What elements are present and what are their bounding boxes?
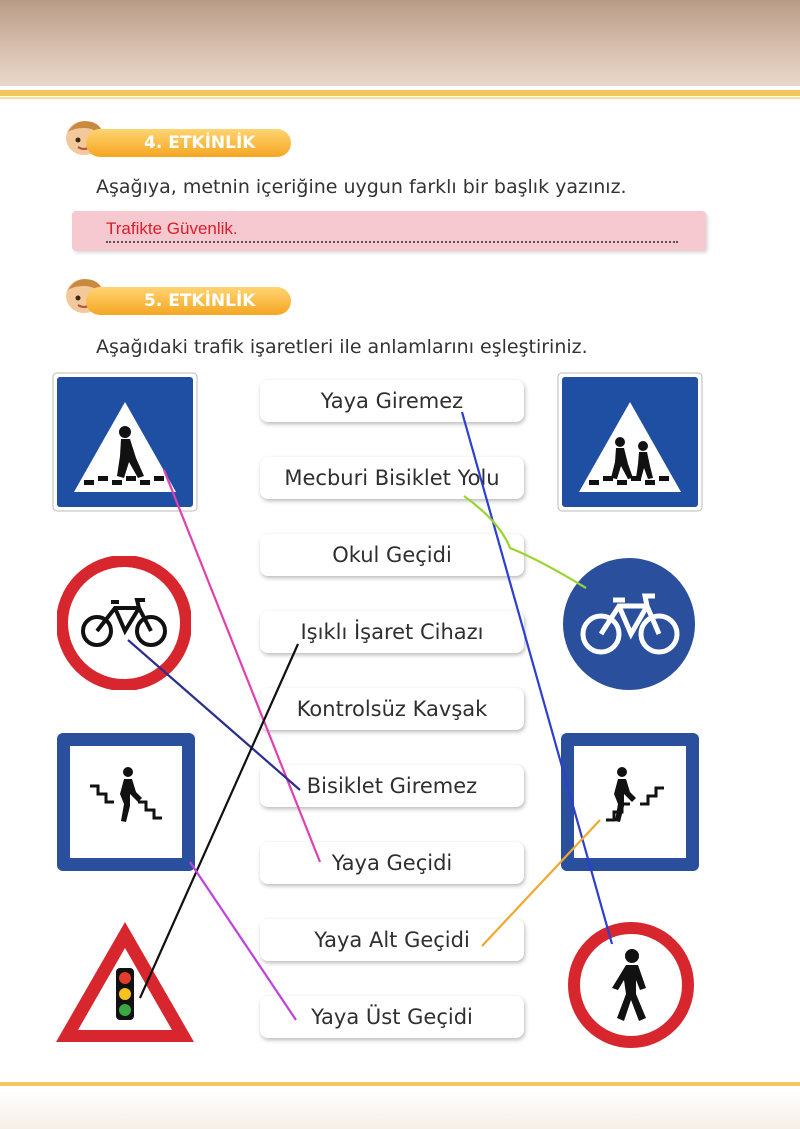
meaning-yaya-gecidi[interactable]: Yaya Geçidi	[260, 842, 524, 884]
activity-5-badge: 5. ETKİNLİK	[86, 287, 291, 315]
meaning-mecburi-bisiklet-yolu[interactable]: Mecburi Bisiklet Yolu	[260, 457, 524, 499]
activity-4-badge: 4. ETKİNLİK	[86, 129, 291, 157]
match-line-pedestrian-crossing	[164, 470, 320, 862]
match-line-no-bicycles	[128, 640, 300, 790]
page-footer-band	[0, 1088, 800, 1129]
match-line-bicycle-path	[464, 496, 586, 588]
meaning-kontrolsuz-kavsak[interactable]: Kontrolsüz Kavşak	[260, 688, 524, 730]
meaning-yaya-giremez[interactable]: Yaya Giremez	[260, 380, 524, 422]
match-line-traffic-light	[140, 644, 298, 998]
meaning-okul-gecidi[interactable]: Okul Geçidi	[260, 534, 524, 576]
meaning-isikli-isaret-cihazi[interactable]: Işıklı İşaret Cihazı	[260, 611, 524, 653]
title-answer-text: Trafikte Güvenlik.	[106, 219, 238, 238]
meaning-yaya-alt-gecidi[interactable]: Yaya Alt Geçidi	[260, 919, 524, 961]
match-line-underpass	[482, 820, 600, 946]
activity-4-instruction: Aşağıya, metnin içeriğine uygun farklı bir başlık yazınız.	[96, 176, 627, 198]
activity-5-instruction: Aşağıdaki trafik işaretleri ile anlamlarını eşleştiriniz.	[96, 336, 588, 358]
match-line-no-pedestrians	[462, 412, 612, 944]
meaning-bisiklet-giremez[interactable]: Bisiklet Giremez	[260, 765, 524, 807]
footer-rule	[0, 1082, 800, 1086]
match-line-overpass	[190, 862, 296, 1020]
meaning-yaya-ust-gecidi[interactable]: Yaya Üst Geçidi	[260, 996, 524, 1038]
